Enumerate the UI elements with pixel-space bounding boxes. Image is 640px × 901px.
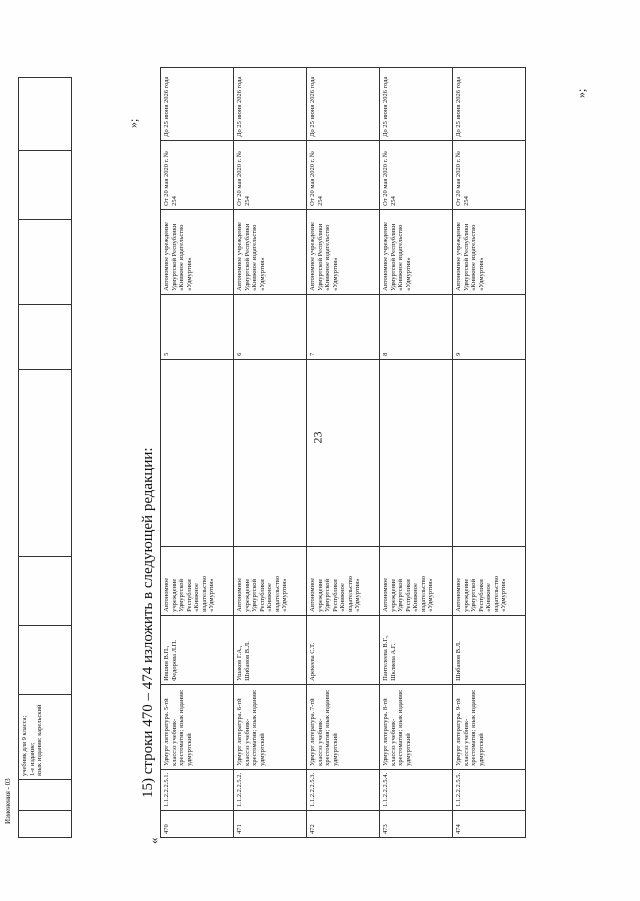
- cell-until: До 25 июня 2026 года: [380, 67, 453, 140]
- cell-text: 1-е издание;: [28, 742, 36, 776]
- cell-empty: [19, 557, 72, 626]
- cell-empty: [234, 359, 307, 546]
- main-table: [160, 67, 526, 838]
- cell-title: Удмурт литература. 8-тӥ классэз учебник-хрестоматия; язык издания: удмуртский: [380, 684, 453, 769]
- cell-empty: [307, 359, 380, 546]
- cell-grade: 7: [307, 294, 380, 359]
- cell-authors: Пантелеева В.Г., Шкляева А.Г.: [380, 615, 453, 684]
- cell-text: учебник для 9 класса;: [21, 715, 28, 776]
- cell-empty: [380, 359, 453, 546]
- cell-n: 473: [380, 811, 453, 838]
- cell-order: От 20 мая 2020 г. № 254: [380, 140, 453, 209]
- cell-until: До 25 июня 2026 года: [307, 67, 380, 140]
- cell-grade: 9: [453, 294, 526, 359]
- cell-publisher: Автономное учреждение Удмуртской Республики «Книжное издательство «Удмуртия»: [234, 546, 307, 615]
- cell-until: До 25 июня 2026 года: [234, 67, 307, 140]
- cell-code: 1.1.2.2.2.5.4.: [380, 769, 453, 810]
- table-row: [453, 67, 526, 837]
- cell-code: 1.1.2.2.2.5.3.: [307, 769, 380, 810]
- cell-empty: [19, 780, 72, 811]
- cell-order: От 20 мая 2020 г. № 254: [234, 140, 307, 209]
- cell-grade: 6: [234, 294, 307, 359]
- cell-org: Автономное учреждение Удмуртской Республики «Книжное издательство «Удмуртия»: [307, 209, 380, 294]
- cell-empty: [19, 220, 72, 305]
- cell-title: Удмурт литература. 6-тӥ классэз учебник-хрестоматия; язык издания: удмуртский: [234, 684, 307, 769]
- table-row: [19, 78, 72, 838]
- cell-org: Автономное учреждение Удмуртской Республики «Книжное издательство «Удмуртия»: [234, 209, 307, 294]
- cell-org: Автономное учреждение Удмуртской Республики «Книжное издательство «Удмуртия»: [453, 209, 526, 294]
- cell-grade: 5: [161, 294, 234, 359]
- cell-title: Удмурт литература. 7-тӥ классэз учебник-хрестоматия; язык издания: удмуртский: [307, 684, 380, 769]
- cell-code: 1.1.2.2.2.5.2.: [234, 769, 307, 810]
- cell-empty: [161, 359, 234, 546]
- cell-n: 471: [234, 811, 307, 838]
- landscape-content: [14, 28, 634, 888]
- cell-empty: [19, 78, 72, 151]
- cell-order: От 20 мая 2020 г. № 254: [307, 140, 380, 209]
- cell-n: 474: [453, 811, 526, 838]
- cell-empty: [19, 811, 72, 838]
- cell-title: [19, 695, 72, 780]
- table-row: [161, 67, 234, 837]
- cell-until: До 25 июня 2026 года: [161, 67, 234, 140]
- table-body: [161, 67, 526, 837]
- cell-publisher: Автономное учреждение Удмуртской Республики «Книжное издательство «Удмуртия»: [453, 546, 526, 615]
- section-heading: 15) строки 470 – 474 изложить в следующей редакции:: [140, 447, 156, 798]
- table-row: [380, 67, 453, 837]
- top-table-fragment: [18, 77, 72, 838]
- open-quote: «: [146, 837, 161, 844]
- page-number: 23: [310, 431, 325, 444]
- cell-title: Удмурт литература. 9-тӥ классэз учебник-хрестоматия; язык издания: удмуртский: [453, 684, 526, 769]
- table-row: [307, 67, 380, 837]
- cell-authors: Шибанов В.Л.: [453, 615, 526, 684]
- cell-org: Автономное учреждение Удмуртской Республики «Книжное издательство «Удмуртия»: [161, 209, 234, 294]
- cell-authors: Арекеева С.Т.: [307, 615, 380, 684]
- cell-publisher: Автономное учреждение Удмуртской Республики «Книжное издательство «Удмуртия»: [307, 546, 380, 615]
- cell-text: язык издания: карельский: [36, 704, 43, 776]
- cell-authors: Ушаков Г.А., Шибанов В.Л.: [234, 615, 307, 684]
- cell-empty: [19, 305, 72, 370]
- cell-until: До 25 июня 2026 года: [453, 67, 526, 140]
- cell-publisher: Автономное учреждение Удмуртской Республики «Книжное издательство «Удмуртия»: [380, 546, 453, 615]
- close-quote-bottom: »;: [574, 88, 588, 98]
- cell-publisher: Автономное учреждение Удмуртской Республики «Книжное издательство «Удмуртия»: [161, 546, 234, 615]
- cell-code: 1.1.2.2.2.5.1.: [161, 769, 234, 810]
- cell-empty: [19, 626, 72, 695]
- cell-grade: 8: [380, 294, 453, 359]
- cell-n: 470: [161, 811, 234, 838]
- cell-code: 1.1.2.2.2.5.5.: [453, 769, 526, 810]
- cell-empty: [453, 359, 526, 546]
- cell-org: Автономное учреждение Удмуртской Республики «Книжное издательство «Удмуртия»: [380, 209, 453, 294]
- cell-empty: [19, 370, 72, 557]
- close-quote: »;: [126, 118, 140, 128]
- cell-order: От 20 мая 2020 г. № 254: [453, 140, 526, 209]
- cell-authors: Ившин В.П., Федорова Л.П.: [161, 615, 234, 684]
- cell-order: От 20 мая 2020 г. № 254: [161, 140, 234, 209]
- cell-empty: [19, 151, 72, 220]
- cell-title: Удмурт литература. 5-тӥ классэз учебник-хрестоматия; язык издания: удмуртский: [161, 684, 234, 769]
- footer-note: Изменения - 03: [4, 778, 12, 824]
- table-row: [234, 67, 307, 837]
- cell-n: 472: [307, 811, 380, 838]
